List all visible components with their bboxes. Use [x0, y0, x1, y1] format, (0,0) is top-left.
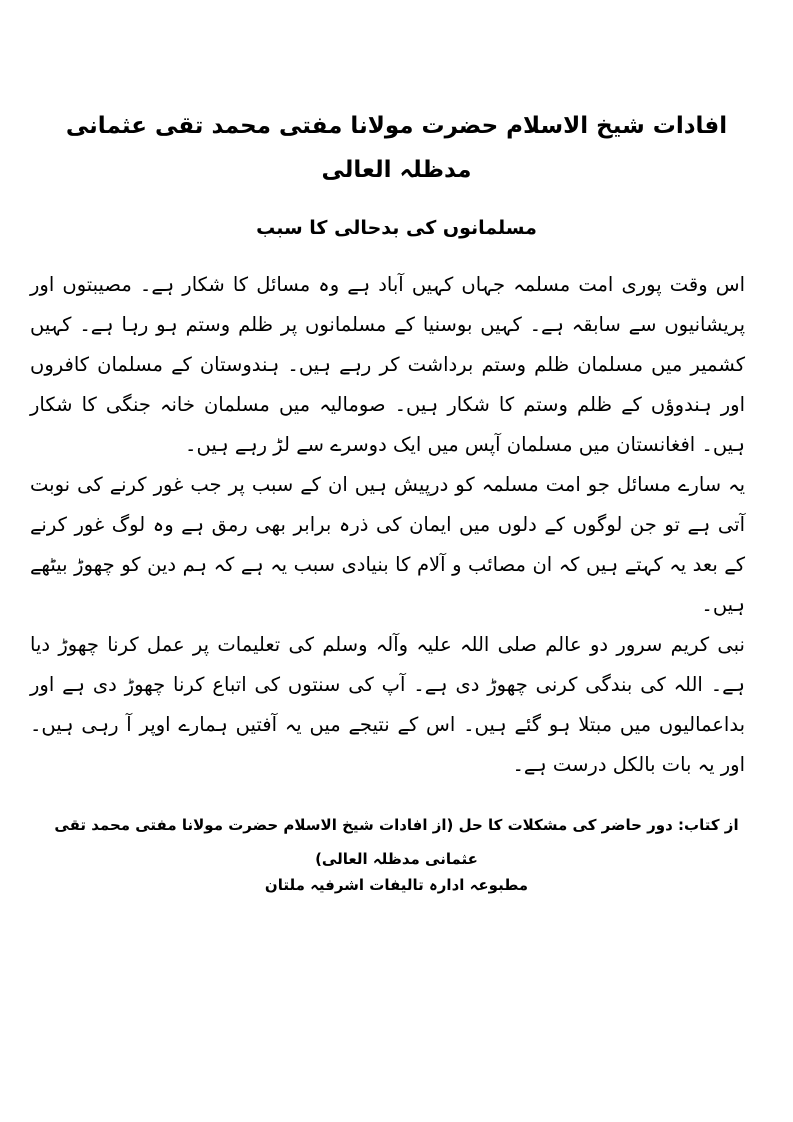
source-citation: از کتاب: دور حاضر کی مشکلات کا حل (از افادات شیخ الاسلام حضرت مولانا مفتی محمد تقی عثمانی مدظلہ العالی) [54, 816, 739, 868]
paragraph: اس وقت پوری امت مسلمہ جہاں کہیں آباد ہے وہ مسائل کا شکار ہے۔ مصیبتوں اور پریشانیوں سے سابقہ ہے۔ کہیں بوسنیا کے مسلمانوں پر ظلم وستم ہو رہا ہے۔ کہیں کشمیر میں مسلمان ظلم وستم برداشت کر رہے ہیں۔ ہندوستان کے مسلمان کافروں اور ہندوؤں کے ظلم وستم کا شکار ہیں۔ صومالیہ میں مسلمان خانہ جنگی کا شکار ہیں۔ افغانستان میں مسلمان آپس میں ایک دوسرے سے لڑ رہے ہیں۔ [30, 273, 745, 456]
section-title: مسلمانوں کی بدحالی کا سبب [256, 217, 537, 239]
publisher-line: مطبوعہ ادارہ تالیفات اشرفیہ ملتان [264, 876, 529, 894]
main-title: افادات شیخ الاسلام حضرت مولانا مفتی محمد تقی عثمانی مدظلہ العالی [65, 113, 728, 183]
body-text [30, 265, 745, 785]
paragraph: یہ سارے مسائل جو امت مسلمہ کو درپیش ہیں ان کے سبب پر جب غور کرنے کی نوبت آتی ہے تو جن لوگوں کے دلوں میں ایمان کی ذرہ برابر بھی رمق ہے وہ لوگ غور کرنے کے بعد یہ کہتے ہیں کہ ان مصائب و آلام کا بنیادی سبب یہ ہے کہ ہم دین کو چھوڑ بیٹھے ہیں۔ [30, 473, 745, 616]
paragraph: نبی کریم سرور دو عالم صلی اللہ علیہ وآلہ وسلم کی تعلیمات پر عمل کرنا چھوڑ دیا ہے۔ اللہ کی بندگی کرنی چھوڑ دی ہے۔ آپ کی سنتوں کی اتباع کرنا چھوڑ دی ہے اور بداعمالیوں میں مبتلا ہو گئے ہیں۔ اس کے نتیجے میں یہ آفتیں ہمارے اوپر آ رہی ہیں۔ اور یہ بات بالکل درست ہے۔ [30, 633, 745, 776]
